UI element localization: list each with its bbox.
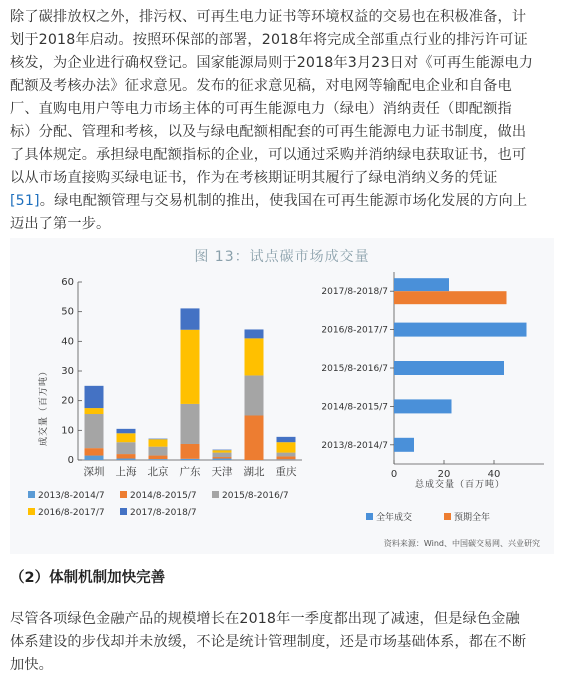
legend-label: 2017/8-2018/7 <box>130 508 197 518</box>
bar-segment <box>245 375 264 415</box>
x-tick-label: 40 <box>487 469 501 480</box>
intro-line-5: 厂、直购电用户等电力市场主体的可再生能源电力（绿电）消纳责任（即配额指 <box>10 101 512 117</box>
body-line-3: 加快。 <box>10 657 54 673</box>
y-axis-label: 成交量（百万吨） <box>39 365 49 447</box>
figure-title: 图 13：试点碳市场成交量 <box>194 249 370 265</box>
bar-segment <box>213 457 232 458</box>
bar-segment <box>277 459 296 460</box>
body-line-1: 尽管各项绿色金融产品的规模增长在2018年一季度都出现了减速，但是绿色金融 <box>10 611 520 627</box>
legend-label: 2016/8-2017/7 <box>38 508 105 518</box>
bar-segment <box>181 330 200 404</box>
bar-segment <box>181 459 200 460</box>
legend-swatch <box>444 513 451 520</box>
bar-segment <box>213 450 232 452</box>
bar-segment <box>149 447 168 456</box>
intro-line-4: 配额及考核办法》征求意见。发布的征求意见稿，对电网等输配电企业和自备电 <box>10 78 512 94</box>
y-tick-label: 60 <box>61 277 74 288</box>
bar <box>394 438 414 452</box>
bar-segment <box>117 459 136 460</box>
bar-segment <box>85 448 104 455</box>
legend-label: 2013/8-2014/7 <box>38 491 105 501</box>
bar-segment <box>245 416 264 461</box>
bar <box>394 291 507 304</box>
y-tick-label: 10 <box>61 425 74 437</box>
bar-segment <box>213 453 232 457</box>
bar-segment <box>245 329 264 338</box>
y-tick-label: 2015/8-2016/7 <box>321 364 388 374</box>
bar-segment <box>213 450 232 451</box>
bar-segment <box>277 442 296 452</box>
legend-label: 2015/8-2016/7 <box>222 491 289 501</box>
y-tick-label: 50 <box>61 306 74 318</box>
bar <box>394 323 527 337</box>
stacked-bar-chart <box>10 258 310 548</box>
legend-label: 2014/8-2015/7 <box>130 491 197 501</box>
intro-line-10: 迈出了第一步。 <box>10 216 111 232</box>
intro-line-6: 标）分配、管理和考核，以及与绿电配额相配套的可再生能源电力证书制度，做出 <box>10 124 527 140</box>
x-tick-label: 广东 <box>179 466 201 478</box>
intro-line-9 <box>10 190 554 213</box>
x-tick-label: 北京 <box>147 466 169 478</box>
bar-segment <box>117 429 136 433</box>
intro-line-3: 核发，为企业进行确权登记。国家能源局则于2018年3月23日对《可再生能源电力 <box>10 55 534 71</box>
bar-segment <box>181 404 200 444</box>
intro-line-8: 以从市场直接购买绿电证书，作为在考核期证明其履行了绿电消纳义务的凭证 <box>10 170 498 186</box>
intro-line-7: 了具体规定。承担绿电配额指标的企业，可以通过采购并消纳绿电获取证书，也可 <box>10 147 527 163</box>
x-tick-label: 天津 <box>211 466 233 478</box>
y-tick-label: 30 <box>61 366 74 377</box>
legend-swatch <box>120 491 127 498</box>
figure-source: 资料来源：Wind、中国碳交易网、兴业研究 <box>383 539 540 548</box>
bar-segment <box>277 453 296 457</box>
body-paragraph <box>10 608 554 677</box>
stacked-bar-chart-plot <box>28 277 302 518</box>
bar-segment <box>181 308 200 329</box>
x-tick-label: 上海 <box>115 466 137 478</box>
bar-segment <box>149 439 168 440</box>
bar-segment <box>181 444 200 459</box>
legend-label: 预期全年 <box>454 513 491 523</box>
intro-line-2: 划于2018年启动。按照环保部的部署，2018年将完成全部重点行业的排污许可证 <box>10 32 528 48</box>
bar-segment <box>149 439 168 446</box>
bar-segment <box>85 456 104 460</box>
bar <box>394 361 504 375</box>
bar <box>394 278 449 291</box>
bar-segment <box>117 442 136 454</box>
legend-swatch <box>28 491 35 498</box>
x-tick-label: 重庆 <box>275 466 297 478</box>
bar-segment <box>117 433 136 442</box>
intro-line-1: 除了碳排放权之外，排污权、可再生电力证书等环境权益的交易也在积极准备，计 <box>10 9 527 25</box>
y-tick-label: 2017/8-2018/7 <box>321 287 388 298</box>
intro-paragraph <box>10 6 554 236</box>
bar-segment <box>85 414 104 448</box>
y-tick-label: 2016/8-2017/7 <box>321 325 388 336</box>
x-tick-label: 20 <box>437 469 451 480</box>
y-tick-label: 2013/8-2014/7 <box>321 440 388 451</box>
horizontal-bar-chart <box>304 258 554 548</box>
bar-segment <box>117 454 136 458</box>
bar-segment <box>245 338 264 375</box>
bar-segment <box>85 408 104 414</box>
intro-line-9-text: 。绿电配额管理与交易机制的推出，使我国在可再生能源市场化发展的方向上 <box>39 193 528 209</box>
bar-segment <box>85 386 104 408</box>
legend-swatch <box>120 508 127 515</box>
y-tick-label: 0 <box>67 455 74 466</box>
y-tick-label: 40 <box>61 336 74 348</box>
figure-panel <box>10 238 554 554</box>
x-tick-label: 0 <box>390 469 398 480</box>
bar-segment <box>277 437 296 442</box>
y-tick-label: 2014/8-2015/7 <box>321 402 388 413</box>
reference-link[interactable]: [51] <box>10 193 40 209</box>
bar-segment <box>213 459 232 460</box>
legend-label: 全年成交 <box>376 513 413 523</box>
section-heading: （2）体制机制加快完善 <box>10 570 166 586</box>
bar <box>394 399 452 413</box>
legend-swatch <box>366 513 373 520</box>
bar-segment <box>149 456 168 460</box>
body-line-2: 体系建设的步伐却并未放缓，不论是统计管理制度，还是市场基础体系，都在不断 <box>10 634 527 650</box>
legend-swatch <box>212 491 219 498</box>
bar-segment <box>277 456 296 459</box>
x-tick-label: 深圳 <box>83 466 105 478</box>
x-tick-label: 湖北 <box>243 466 265 478</box>
y-tick-label: 20 <box>61 395 74 407</box>
legend-swatch <box>28 508 35 515</box>
x-axis-label: 总成交量（百万吨） <box>414 480 506 490</box>
bar-segment <box>149 459 168 460</box>
